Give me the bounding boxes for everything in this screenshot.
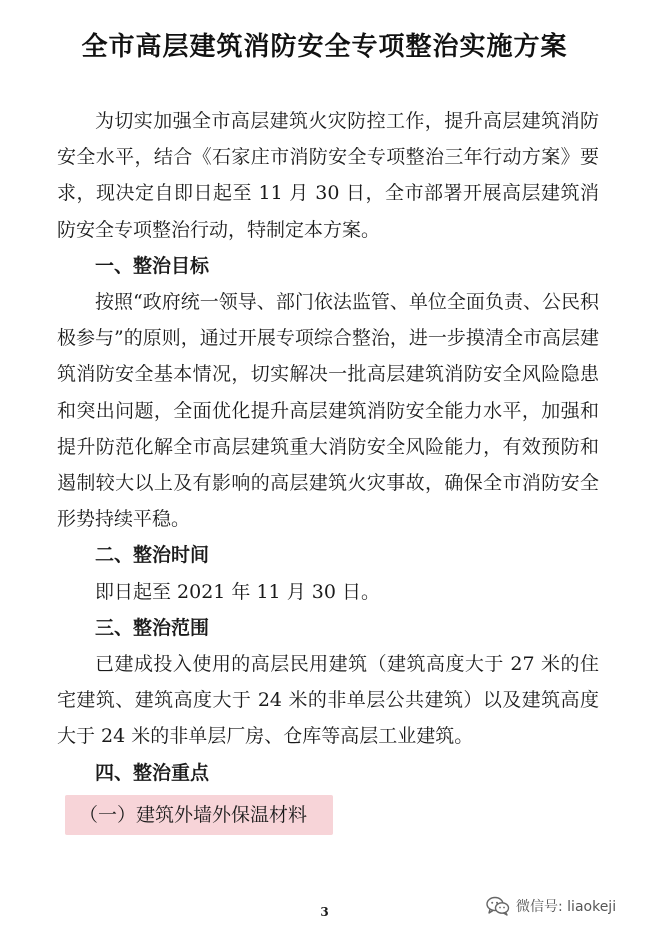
wechat-watermark bbox=[486, 896, 616, 916]
wechat-icon bbox=[486, 896, 510, 916]
section-text-time: 即日起至 2021 年 11 月 30 日。 bbox=[95, 580, 380, 603]
intro-paragraph: 为切实加强全市高层建筑火灾防控工作，提升高层建筑消防安全水平，结合《石家庄市消防安全专项整治三年行动方案》要求，现决定自即日起至 11 月 30 日，全市部署开展高层建筑消防安全专项整治行动，特制定本方案。 bbox=[57, 110, 599, 241]
section-heading-goals: 一、整治目标 bbox=[95, 254, 210, 277]
document-body bbox=[57, 103, 599, 835]
page-number: 3 bbox=[320, 905, 329, 919]
highlighted-subheading: （一）建筑外墙外保温材料 bbox=[65, 795, 333, 835]
subheading-row bbox=[57, 795, 599, 835]
watermark-text: 微信号: liaokeji bbox=[516, 899, 617, 915]
section-text-goals: 按照“政府统一领导、部门依法监管、单位全面负责、公民积极参与”的原则，通过开展专项综合整治，进一步摸清全市高层建筑消防安全基本情况，切实解决一批高层建筑消防安全风险隐患和突出问题，全面优化提升高层建筑消防安全能力水平，加强和提升防范化解全市高层建筑重大消防安全风险能力，有效预防和遏制较大以上及有影响的高层建筑火灾事故，确保全市消防安全形势持续平稳。 bbox=[57, 291, 599, 531]
section-heading-focus: 四、整治重点 bbox=[95, 761, 210, 784]
document-title: 全市高层建筑消防安全专项整治实施方案 bbox=[81, 32, 568, 62]
section-heading-scope: 三、整治范围 bbox=[95, 616, 210, 639]
section-heading-time: 二、整治时间 bbox=[95, 544, 210, 567]
section-text-scope: 已建成投入使用的高层民用建筑（建筑高度大于 27 米的住宅建筑、建筑高度大于 24 米的非单层公共建筑）以及建筑高度大于 24 米的非单层厂房、仓库等高层工业建筑。 bbox=[57, 653, 599, 748]
